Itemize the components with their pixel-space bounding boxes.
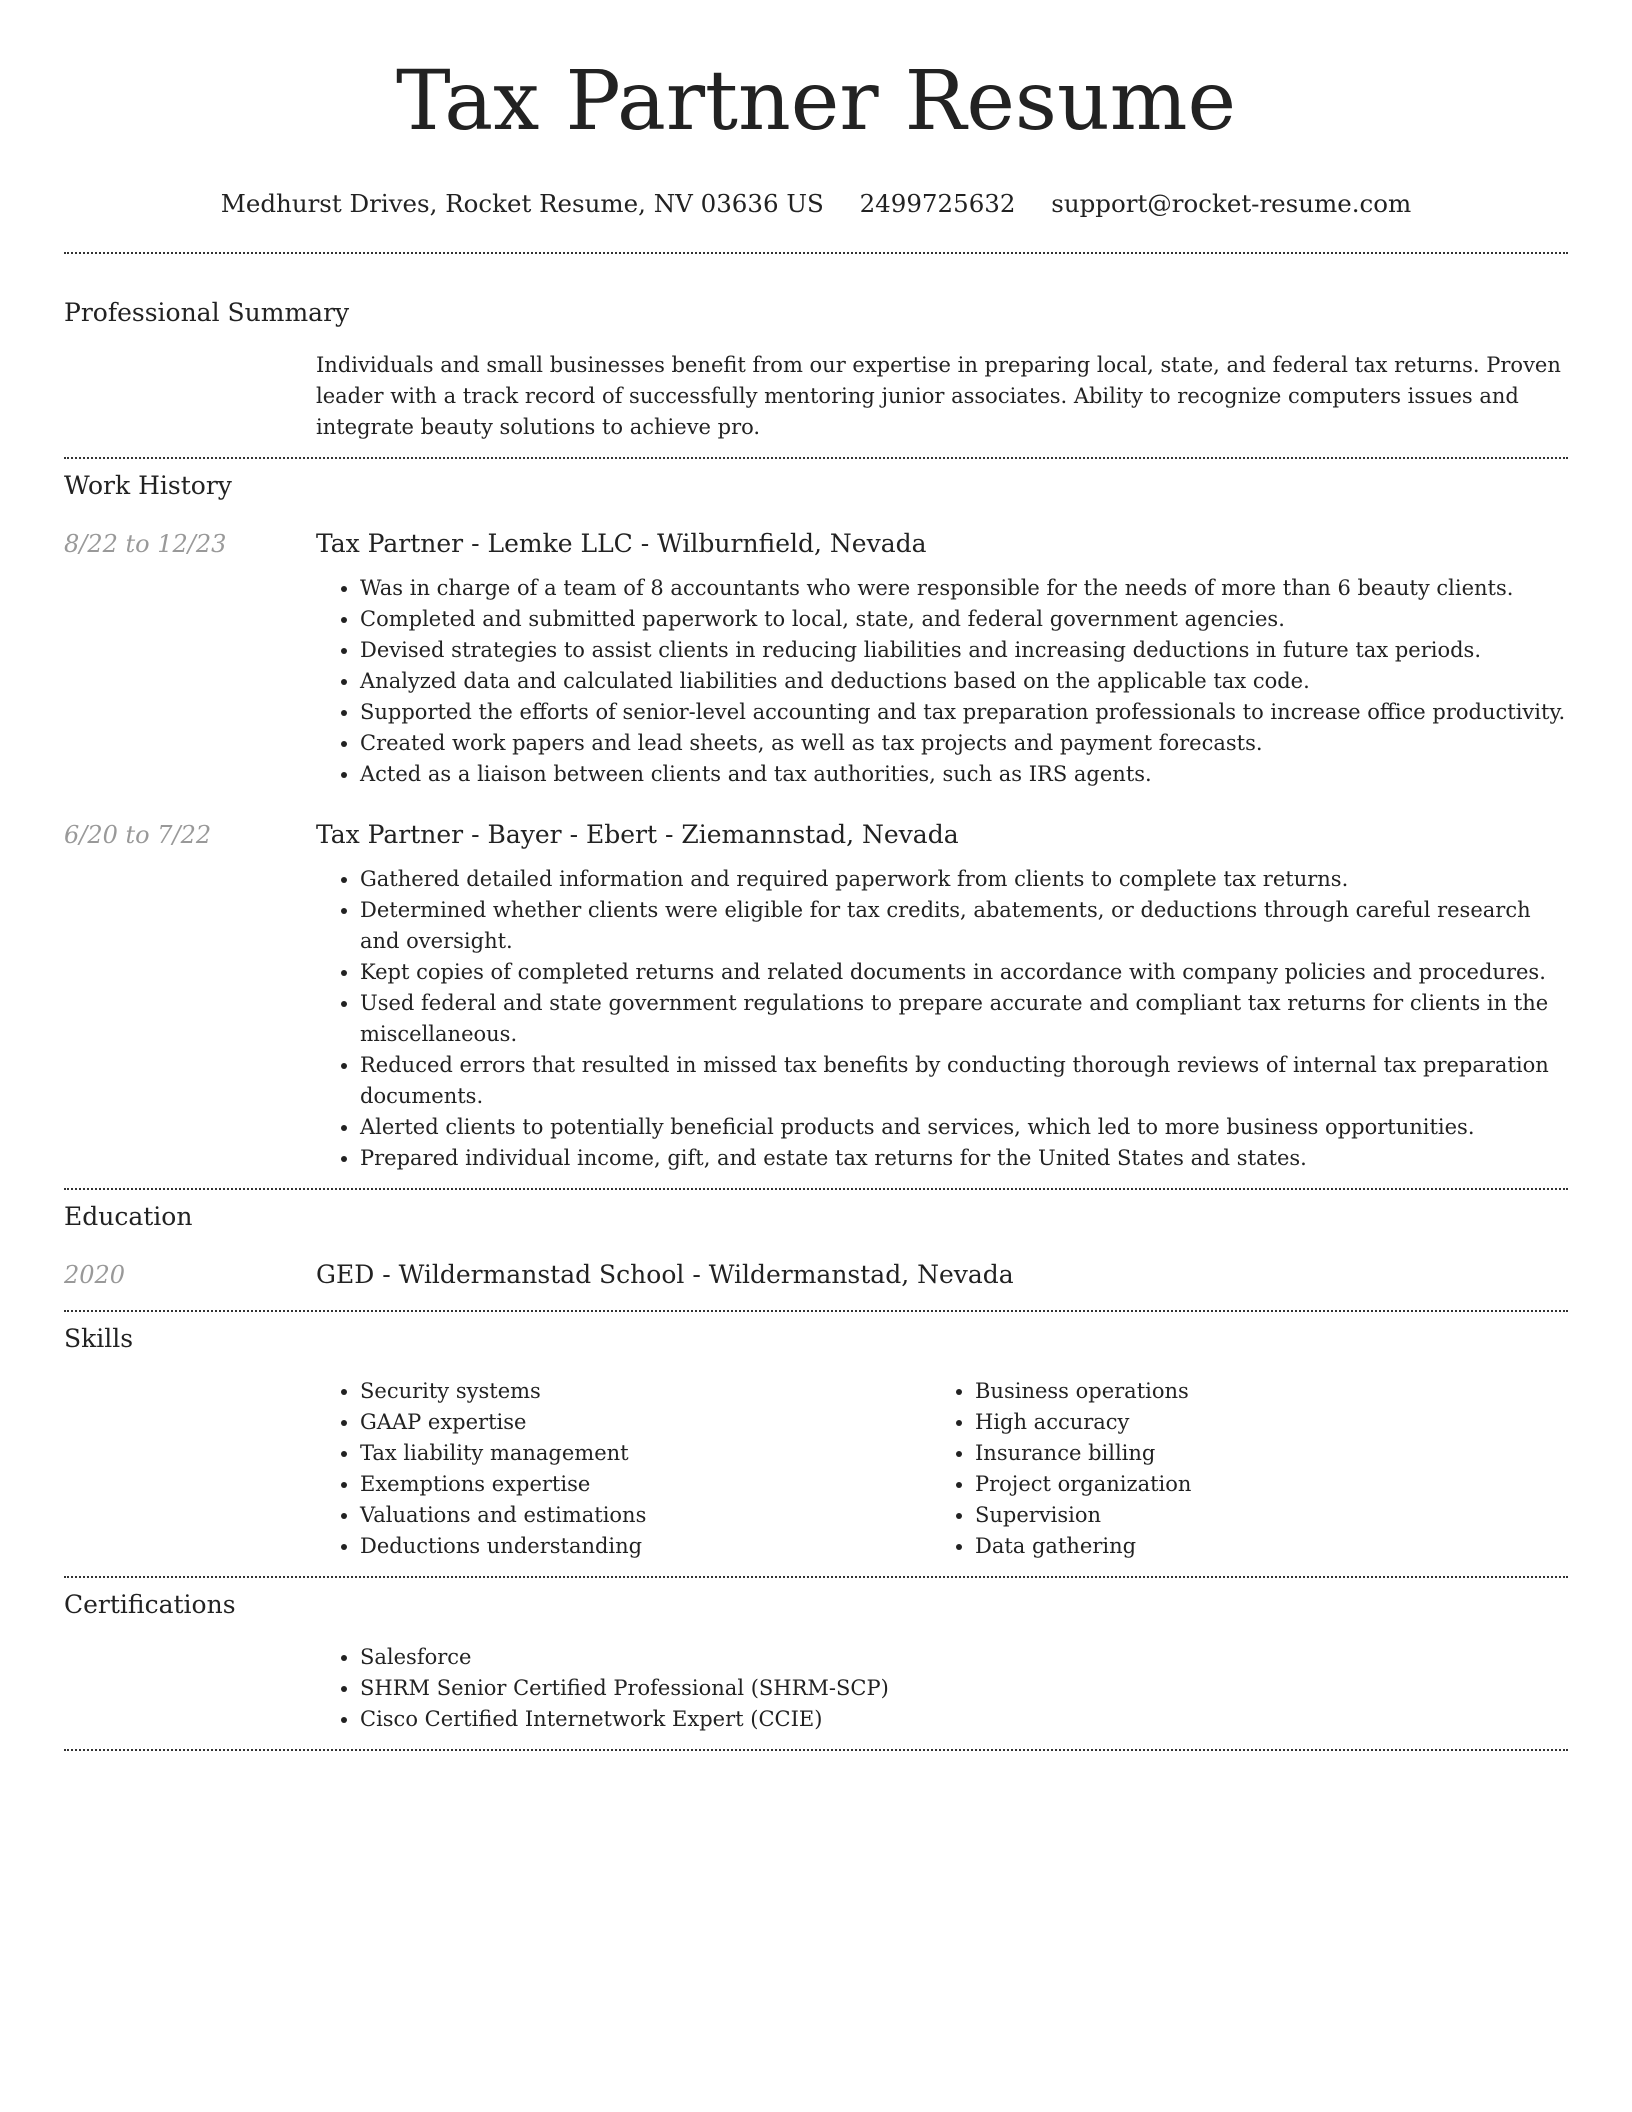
- certification-item: • SHRM Senior Certified Professional (SHRM-SCP): [360, 1673, 1568, 1704]
- education-year: 2020: [64, 1261, 126, 1289]
- job-bullet: • Gathered detailed information and required paperwork from clients to complete tax returns.: [360, 864, 1568, 895]
- divider: [64, 252, 1568, 254]
- skill-item: • Tax liability management: [360, 1438, 931, 1469]
- skill-item: • High accuracy: [975, 1407, 1546, 1438]
- job-title: Tax Partner - Bayer - Ebert - Ziemannstad, Nevada: [316, 820, 959, 849]
- job-dates: 6/20 to 7/22: [64, 821, 212, 849]
- job-bullet: • Acted as a liaison between clients and tax authorities, such as IRS agents.: [360, 759, 1568, 790]
- summary-text: Individuals and small businesses benefit from our expertise in preparing local, state, and federal tax returns. Proven leader with a track record of successfully mentoring junior associates. Ability to recognize computers issues and integrate beauty solutions to achieve pro.: [316, 353, 1561, 439]
- section-heading-summary: Professional Summary: [64, 298, 350, 327]
- resume-title: Tax Partner Resume: [395, 54, 1237, 149]
- skills-list-right: [931, 1376, 1546, 1562]
- skill-item: • Business operations: [975, 1376, 1546, 1407]
- job-bullet-list: [316, 573, 1568, 790]
- skill-item: • Supervision: [975, 1500, 1546, 1531]
- skill-item: • Data gathering: [975, 1531, 1546, 1562]
- job-bullet: • Analyzed data and calculated liabilities and deductions based on the applicable tax code.: [360, 666, 1568, 697]
- skill-item: • Valuations and estimations: [360, 1500, 931, 1531]
- section-heading-certifications: Certifications: [64, 1590, 236, 1619]
- job-title: Tax Partner - Lemke LLC - Wilburnfield, Nevada: [316, 529, 927, 558]
- section-heading-skills: Skills: [64, 1324, 134, 1353]
- job-entry: [64, 527, 1568, 790]
- divider: [64, 1188, 1568, 1190]
- contact-email: support@rocket-resume.com: [1051, 189, 1412, 218]
- job-bullet: • Determined whether clients were eligible for tax credits, abatements, or deductions through careful research and oversight.: [360, 895, 1568, 957]
- skill-item: • GAAP expertise: [360, 1407, 931, 1438]
- job-bullet: • Alerted clients to potentially beneficial products and services, which led to more business opportunities.: [360, 1112, 1568, 1143]
- job-bullet: • Was in charge of a team of 8 accountants who were responsible for the needs of more than 6 beauty clients.: [360, 573, 1568, 604]
- education-entry: [64, 1258, 1568, 1292]
- skill-item: • Exemptions expertise: [360, 1469, 931, 1500]
- contact-address: Medhurst Drives, Rocket Resume, NV 03636 US: [220, 189, 824, 218]
- skill-item: • Insurance billing: [975, 1438, 1546, 1469]
- job-bullet: • Created work papers and lead sheets, as well as tax projects and payment forecasts.: [360, 728, 1568, 759]
- education-title: GED - Wildermanstad School - Wildermanstad, Nevada: [316, 1260, 1014, 1289]
- skill-item: • Deductions understanding: [360, 1531, 931, 1562]
- job-bullet-list: [316, 864, 1568, 1174]
- skills-grid: [316, 1376, 1568, 1562]
- section-heading-work-history: Work History: [64, 471, 232, 500]
- skill-item: • Security systems: [360, 1376, 931, 1407]
- divider: [64, 1749, 1568, 1751]
- job-entry: [64, 818, 1568, 1174]
- section-heading-education: Education: [64, 1202, 193, 1231]
- job-bullet: • Used federal and state government regulations to prepare accurate and compliant tax returns for clients in the miscellaneous.: [360, 988, 1568, 1050]
- job-bullet: • Prepared individual income, gift, and estate tax returns for the United States and states.: [360, 1143, 1568, 1174]
- job-bullet: • Reduced errors that resulted in missed tax benefits by conducting thorough reviews of internal tax preparation documents.: [360, 1050, 1568, 1112]
- job-dates: 8/22 to 12/23: [64, 530, 227, 558]
- skill-item: • Project organization: [975, 1469, 1546, 1500]
- divider: [64, 457, 1568, 459]
- contact-phone: 2499725632: [859, 189, 1016, 218]
- divider: [64, 1310, 1568, 1312]
- certification-item: • Salesforce: [360, 1642, 1568, 1673]
- job-bullet: • Supported the efforts of senior-level accounting and tax preparation professionals to increase office productivity.: [360, 697, 1568, 728]
- certification-item: • Cisco Certified Internetwork Expert (CCIE): [360, 1704, 1568, 1735]
- contact-line: [64, 188, 1568, 220]
- divider: [64, 1576, 1568, 1578]
- job-bullet: • Kept copies of completed returns and related documents in accordance with company policies and procedures.: [360, 957, 1568, 988]
- skills-list-left: [316, 1376, 931, 1562]
- job-bullet: • Completed and submitted paperwork to local, state, and federal government agencies.: [360, 604, 1568, 635]
- job-bullet: • Devised strategies to assist clients in reducing liabilities and increasing deductions in future tax periods.: [360, 635, 1568, 666]
- certifications-list: [316, 1642, 1568, 1735]
